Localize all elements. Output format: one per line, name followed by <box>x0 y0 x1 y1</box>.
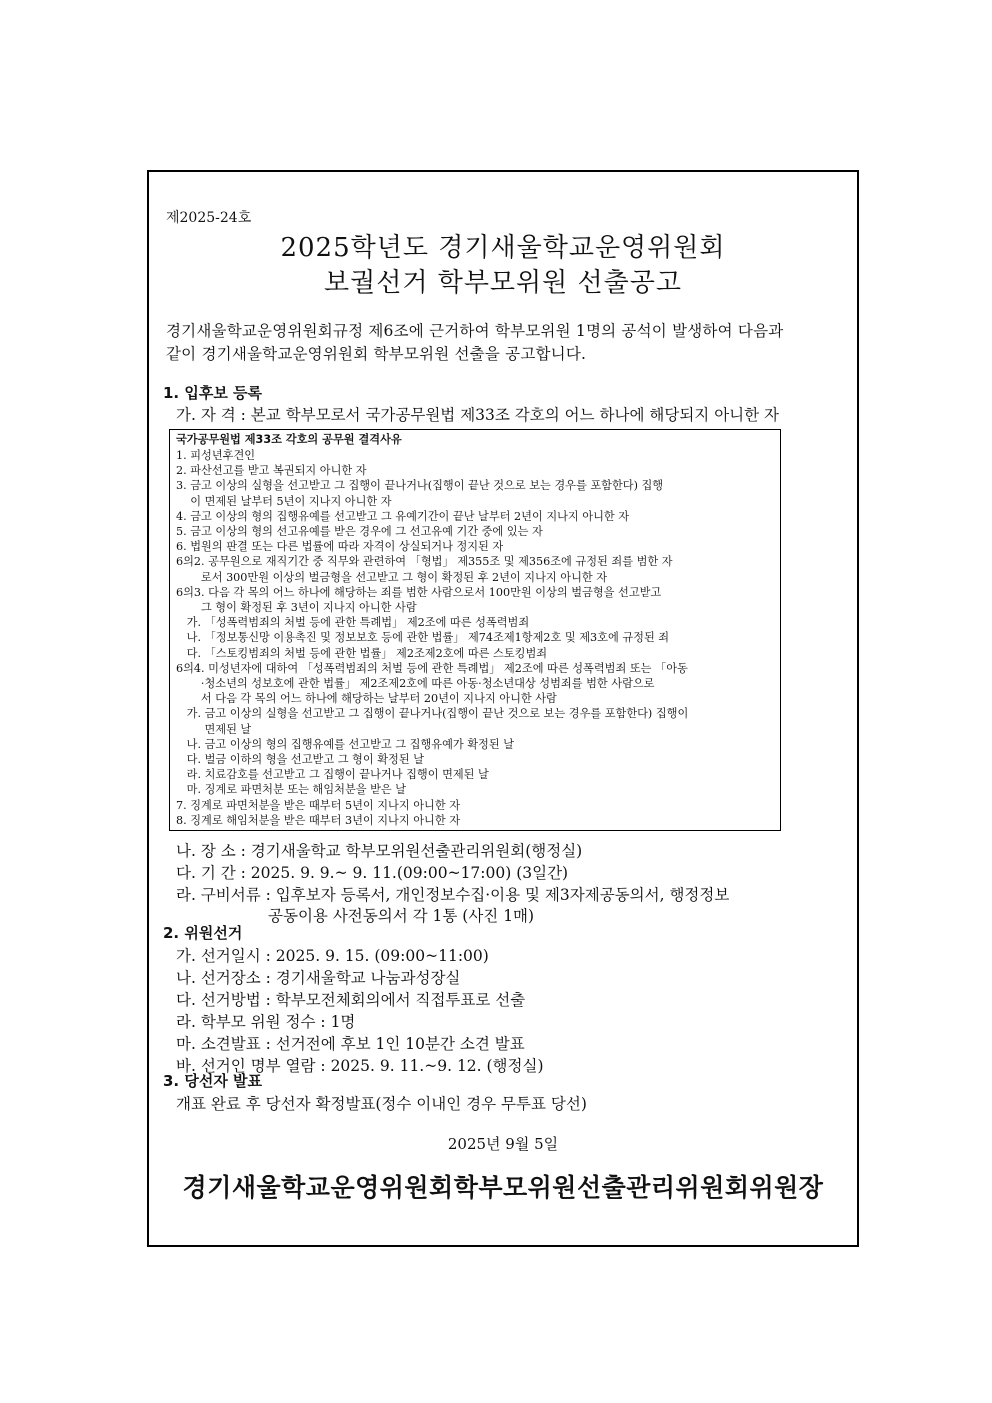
section-2-item: 라. 학부모 위원 정수 : 1명 <box>176 1013 356 1031</box>
section-1-item-documents: 라. 구비서류 : 입후보자 등록서, 개인정보수집·이용 및 제3자제공동의서, 행정정보 <box>176 886 730 904</box>
signer-title: 경기새울학교운영위원회학부모위원선출관리위원회위원장 <box>182 1173 824 1202</box>
box-line: 다. 벌금 이하의 형을 선고받고 그 형이 확정된 날 <box>176 753 425 766</box>
box-line: 로서 300만원 이상의 벌금형을 선고받고 그 형이 확정된 후 2년이 지나지 아니한 자 <box>176 570 608 584</box>
box-line: 가. 「성폭력범죄의 처벌 등에 관한 특례법」 제2조에 따른 성폭력범죄 <box>176 616 530 630</box>
box-line: 마. 징계로 파면처분 또는 해임처분을 받은 날 <box>176 783 407 797</box>
disqualification-box <box>169 429 781 831</box>
intro-line-2: 같이 경기새울학교운영위원회 학부모위원 선출을 공고합니다. <box>166 345 587 363</box>
section-1-item-period: 다. 기 간 : 2025. 9. 9.~ 9. 11.(09:00~17:00) (3일간) <box>176 864 569 882</box>
section-1-heading: 1. 입후보 등록 <box>163 384 263 402</box>
title-line-2: 보궐선거 학부모위원 선출공고 <box>323 268 683 298</box>
box-title: 국가공무원법 제33조 각호의 공무원 결격사유 <box>176 433 402 446</box>
box-line: 6의2. 공무원으로 재직기간 중 직무와 관련하여 「형법」 제355조 및 제356조에 규정된 죄를 범한 자 <box>176 555 673 569</box>
section-3-heading: 3. 당선자 발표 <box>163 1072 263 1090</box>
box-line: 이 면제된 날부터 5년이 지나지 아니한 자 <box>176 494 392 508</box>
section-2-item: 마. 소견발표 : 선거전에 후보 1인 10분간 소견 발표 <box>176 1035 525 1053</box>
box-line: 서 다음 각 목의 어느 하나에 해당하는 날부터 20년이 지나지 아니한 사람 <box>176 692 557 706</box>
title-line-1: 2025학년도 경기새울학교운영위원회 <box>280 233 726 263</box>
section-1-item-qualification: 가. 자 격 : 본교 학부모로서 국가공무원법 제33조 각호의 어느 하나에 해당되지 아니한 자 <box>176 406 780 424</box>
box-line: 6. 법원의 판결 또는 다른 법률에 따라 자격이 상실되거나 정지된 자 <box>176 540 504 554</box>
document-number: 제2025-24호 <box>166 210 252 226</box>
box-line: 가. 금고 이상의 실형을 선고받고 그 집행이 끝나거나(집행이 끝난 것으로 보는 경우를 포함한다) 집행이 <box>176 707 689 721</box>
box-line: 3. 금고 이상의 실형을 선고받고 그 집행이 끝나거나(집행이 끝난 것으로 보는 경우를 포함한다) 집행 <box>176 479 664 493</box>
box-line: 8. 징계로 해임처분을 받은 때부터 3년이 지나지 아니한 자 <box>176 813 460 827</box>
box-line: 다. 「스토킹범죄의 처벌 등에 관한 법률」 제2조제2호에 따른 스토킹범죄 <box>176 646 548 660</box>
box-line: 2. 파산선고를 받고 복권되지 아니한 자 <box>176 464 367 478</box>
box-line: 라. 치료감호를 선고받고 그 집행이 끝나거나 집행이 면제된 날 <box>176 768 489 782</box>
section-1-item-place: 나. 장 소 : 경기새울학교 학부모위원선출관리위원회(행정실) <box>176 842 583 860</box>
section-2-item: 다. 선거방법 : 학부모전체회의에서 직접투표로 선출 <box>176 991 526 1009</box>
section-3-body: 개표 완료 후 당선자 확정발표(정수 이내인 경우 무투표 당선) <box>176 1095 587 1113</box>
section-1-item-documents-cont: 공동이용 사전동의서 각 1통 (사진 1매) <box>268 907 535 925</box>
box-line: 5. 금고 이상의 형의 선고유예를 받은 경우에 그 선고유예 기간 중에 있는 자 <box>176 525 543 538</box>
box-line: 4. 금고 이상의 형의 집행유예를 선고받고 그 유예기간이 끝난 날부터 2년이 지나지 아니한 자 <box>176 509 630 523</box>
section-2-item: 바. 선거인 명부 열람 : 2025. 9. 11.~9. 12. (행정실) <box>176 1057 544 1075</box>
box-line: 나. 「정보통신망 이용촉진 및 정보보호 등에 관한 법률」 제74조제1항제2호 및 제3호에 규정된 죄 <box>176 631 670 645</box>
intro-line-1: 경기새울학교운영위원회규정 제6조에 근거하여 학부모위원 1명의 공석이 발생하여 다음과 <box>166 322 784 340</box>
section-2-item: 가. 선거일시 : 2025. 9. 15. (09:00~11:00) <box>176 947 489 965</box>
section-2-heading: 2. 위원선거 <box>163 924 243 942</box>
box-line: ·청소년의 성보호에 관한 법률」 제2조제2호에 따른 아동·청소년대상 성범죄를 범한 사람으로 <box>176 677 655 690</box>
box-line: 면제된 날 <box>176 722 252 736</box>
box-line: 6의3. 다음 각 목의 어느 하나에 해당하는 죄를 범한 사람으로서 100만원 이상의 벌금형을 선고받고 <box>176 585 662 599</box>
box-line: 그 형이 확정된 후 3년이 지나지 아니한 사람 <box>176 601 417 614</box>
announcement-date: 2025년 9월 5일 <box>447 1135 559 1153</box>
section-2-item: 나. 선거장소 : 경기새울학교 나눔과성장실 <box>176 969 461 987</box>
box-line: 7. 징계로 파면처분을 받은 때부터 5년이 지나지 아니한 자 <box>176 798 460 812</box>
box-line: 6의4. 미성년자에 대하여 「성폭력범죄의 처벌 등에 관한 특례법」 제2조에 따른 성폭력범죄 또는 「아동 <box>176 661 688 675</box>
box-line: 나. 금고 이상의 형의 집행유예를 선고받고 그 집행유예가 확정된 날 <box>176 737 515 751</box>
box-line: 1. 피성년후견인 <box>176 449 256 462</box>
